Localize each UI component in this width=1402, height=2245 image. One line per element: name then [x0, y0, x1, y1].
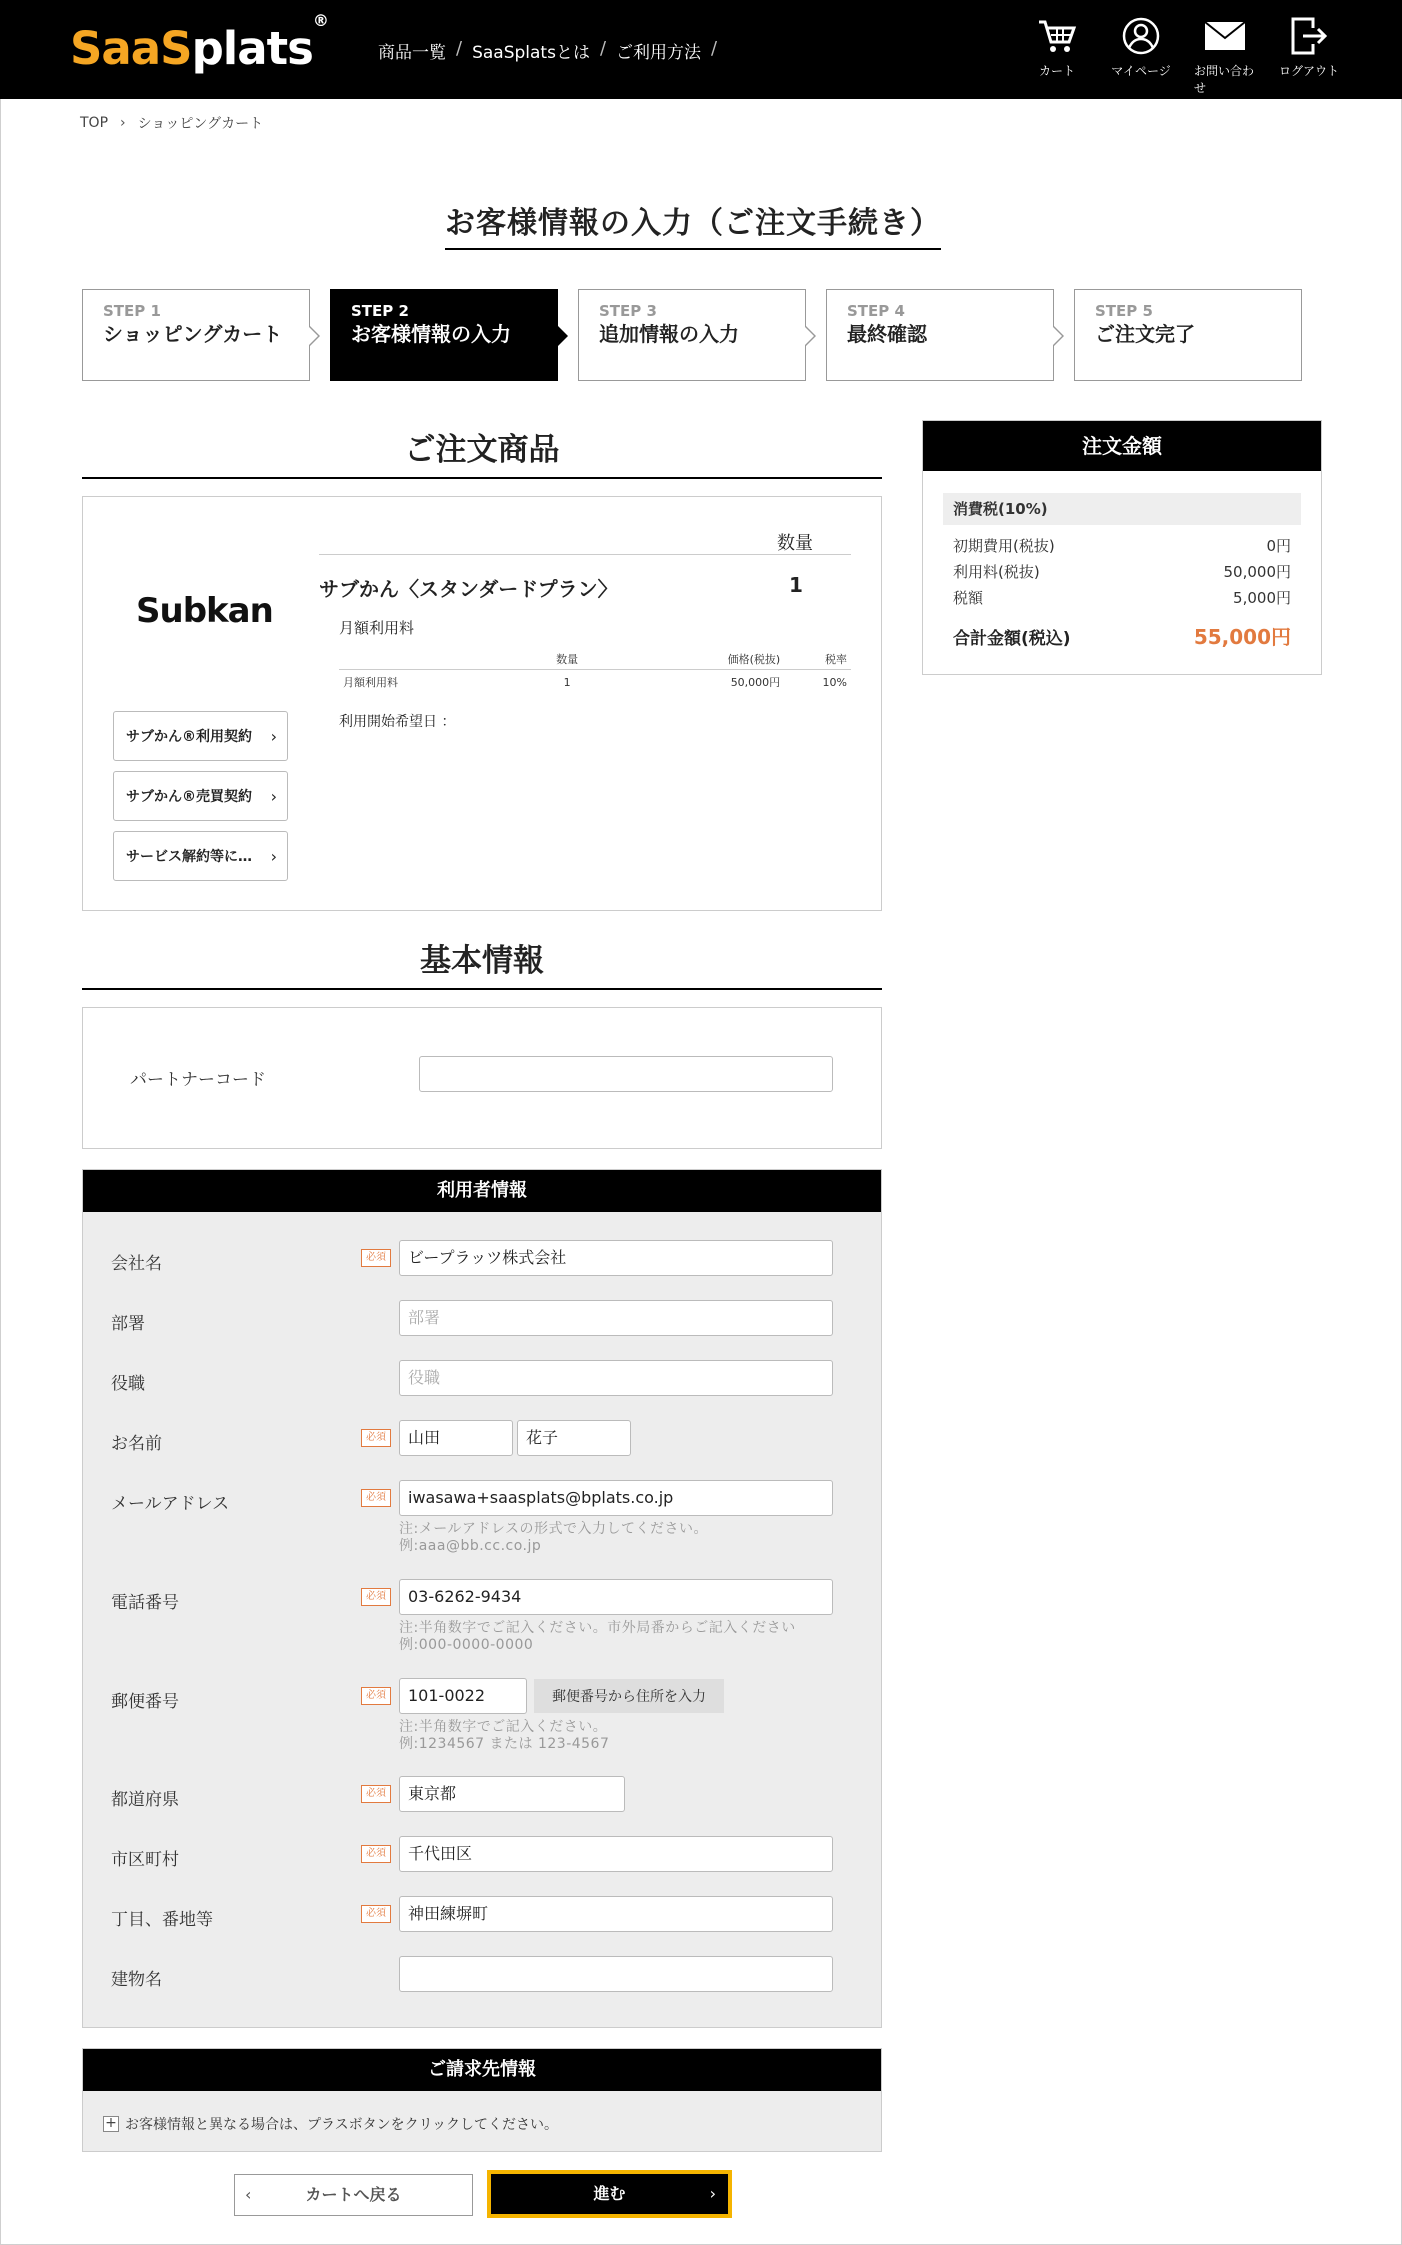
page-title: お客様情報の入力（ご注文手続き） [445, 198, 941, 250]
phone-note: 注:半角数字でご記入ください。市外局番からご記入ください 例:000-0000-0000 [399, 1620, 796, 1653]
first-name-input[interactable]: 花子 [517, 1420, 631, 1456]
required-badge: 必須 [361, 1588, 391, 1606]
order-heading: ご注文商品 [82, 424, 882, 479]
department-label: 部署 [111, 1314, 145, 1334]
logout-icon [1287, 14, 1331, 58]
zip-label: 郵便番号 [111, 1692, 179, 1712]
item-name: サブかん〈スタンダードプラン〉 [319, 577, 618, 601]
email-note: 注:メールアドレスの形式で入力してください。 例:aaa@bb.cc.co.jp [399, 1521, 709, 1554]
next-button[interactable]: 進む › [487, 2170, 732, 2218]
summary-row: 利用料(税抜) 50,000円 [953, 563, 1291, 581]
breadcrumb [80, 113, 263, 133]
building-label: 建物名 [111, 1970, 162, 1990]
global-nav: 商品一覧 / SaaSplatsとは / ご利用方法 / [378, 38, 718, 63]
chevron-right-icon: › [120, 115, 126, 131]
mypage-link[interactable]: マイページ [1110, 14, 1172, 96]
start-date-label: 利用開始希望日 ： [339, 714, 456, 730]
billing-instruction: お客様情報と異なる場合は、プラスボタンをクリックしてください。 [125, 2117, 559, 2133]
prefecture-label: 都道府県 [111, 1790, 179, 1810]
company-label: 会社名 [111, 1254, 162, 1274]
order-item-box [82, 496, 882, 911]
breadcrumb-home[interactable]: TOP [80, 115, 109, 131]
zip-input[interactable]: 101-0022 [399, 1678, 527, 1714]
chevron-right-icon: › [270, 787, 277, 806]
required-badge: 必須 [361, 1905, 391, 1923]
name-label: お名前 [111, 1434, 162, 1454]
user-info-heading: 利用者情報 [83, 1170, 881, 1212]
contact-link[interactable]: お問い合わせ [1194, 14, 1256, 96]
back-to-cart-button[interactable]: ‹ カートへ戻る [234, 2174, 473, 2216]
step-3: STEP 3 追加情報の入力 [578, 289, 806, 381]
address-input[interactable]: 神田練塀町 [399, 1896, 833, 1932]
user-icon [1119, 14, 1163, 58]
basic-info-heading: 基本情報 [82, 935, 882, 990]
mail-icon [1203, 14, 1247, 58]
email-label: メールアドレス [111, 1494, 230, 1514]
product-logo: Subkan [136, 591, 273, 631]
order-summary [922, 420, 1322, 675]
department-input[interactable]: 部署 [399, 1300, 833, 1336]
last-name-input[interactable]: 山田 [399, 1420, 513, 1456]
cart-link[interactable]: カート [1026, 14, 1088, 96]
sales-contract-button[interactable]: サブかん®売買契約 › [113, 771, 288, 821]
summary-row: 税額 5,000円 [953, 589, 1291, 607]
nav-usage[interactable]: ご利用方法 [616, 43, 702, 63]
step-5: STEP 5 ご注文完了 [1074, 289, 1302, 381]
monthly-fee-label: 月額利用料 [339, 619, 415, 637]
phone-input[interactable]: 03-6262-9434 [399, 1579, 833, 1615]
plus-icon[interactable]: + [103, 2116, 119, 2132]
address-label: 丁目、番地等 [111, 1910, 213, 1930]
divider [319, 554, 851, 555]
table-row: 月額利用料 1 50,000円 10% [343, 675, 847, 689]
user-info-panel [82, 1169, 882, 2028]
logout-link[interactable]: ログアウト [1278, 14, 1340, 96]
chevron-right-icon: › [270, 727, 277, 746]
billing-heading: ご請求先情報 [83, 2049, 881, 2091]
required-badge: 必須 [361, 1687, 391, 1705]
step-indicator [82, 289, 1302, 381]
chevron-right-icon: › [709, 2184, 716, 2203]
step-4: STEP 4 最終確認 [826, 289, 1054, 381]
zip-lookup-button[interactable]: 郵便番号から住所を入力 [534, 1679, 724, 1713]
required-badge: 必須 [361, 1785, 391, 1803]
required-badge: 必須 [361, 1845, 391, 1863]
partner-code-label: パートナーコード [130, 1070, 266, 1090]
billing-panel [82, 2048, 882, 2152]
partner-box [82, 1007, 882, 1149]
cancellation-terms-button[interactable]: サービス解約等に… › [113, 831, 288, 881]
price-table: 数量 価格(税抜) 税率 月額利用料 1 50,000円 10% [339, 649, 851, 694]
chevron-left-icon: ‹ [245, 2185, 252, 2204]
chevron-right-icon: › [270, 847, 277, 866]
email-input[interactable]: iwasawa+saasplats@bplats.co.jp [399, 1480, 833, 1516]
summary-total: 合計金額(税込) 55,000円 [953, 621, 1291, 650]
terms-of-use-button[interactable]: サブかん®利用契約 › [113, 711, 288, 761]
summary-row: 初期費用(税抜) 0円 [953, 537, 1291, 555]
required-badge: 必須 [361, 1249, 391, 1267]
required-badge: 必須 [361, 1489, 391, 1507]
prefecture-input[interactable]: 東京都 [399, 1776, 625, 1812]
qty-header: 数量 [777, 533, 813, 554]
site-logo[interactable]: SaaSplats® [70, 11, 328, 75]
item-qty: 1 [789, 573, 803, 597]
total-amount: 55,000円 [1193, 625, 1291, 649]
company-input[interactable]: ビープラッツ株式会社 [399, 1240, 833, 1276]
job-title-input[interactable]: 役職 [399, 1360, 833, 1396]
city-input[interactable]: 千代田区 [399, 1836, 833, 1872]
nav-products[interactable]: 商品一覧 [378, 43, 446, 63]
nav-about[interactable]: SaaSplatsとは [472, 43, 590, 63]
partner-code-input[interactable] [419, 1056, 833, 1092]
building-input[interactable] [399, 1956, 833, 1992]
breadcrumb-current: ショッピングカート [137, 116, 264, 132]
required-badge: 必須 [361, 1429, 391, 1447]
site-header [0, 0, 1402, 99]
step-1: STEP 1 ショッピングカート [82, 289, 310, 381]
cart-icon [1035, 14, 1079, 58]
tax-label: 消費税(10%) [943, 493, 1301, 525]
summary-heading: 注文金額 [923, 421, 1321, 471]
zip-note: 注:半角数字でご記入ください。 例:1234567 または 123-4567 [399, 1719, 610, 1752]
city-label: 市区町村 [111, 1850, 179, 1870]
step-2: STEP 2 お客様情報の入力 [330, 289, 558, 381]
job-title-label: 役職 [111, 1374, 145, 1394]
phone-label: 電話番号 [111, 1593, 179, 1613]
